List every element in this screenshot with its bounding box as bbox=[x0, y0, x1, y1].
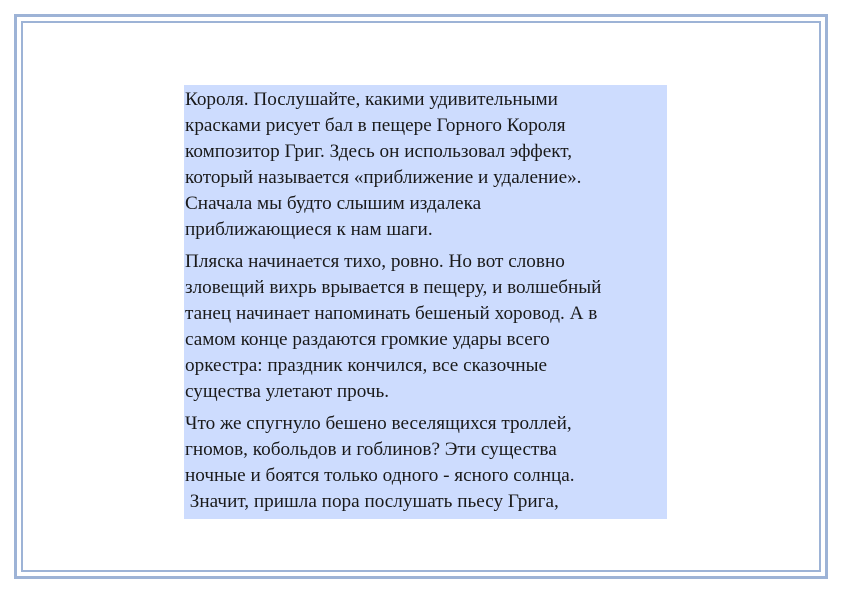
text-line: Пляска начинается тихо, ровно. Но вот словно bbox=[185, 251, 565, 272]
text-block bbox=[184, 85, 667, 519]
text-line: существа улетают прочь. bbox=[185, 381, 390, 402]
text-line: зловещий вихрь врывается в пещеру, и волшебный bbox=[185, 277, 602, 298]
text-line: Сначала мы будто слышим издалека bbox=[185, 193, 482, 214]
paragraph-2 bbox=[185, 249, 667, 405]
text-line: танец начинает напоминать бешеный хоровод. А в bbox=[185, 303, 598, 324]
text-line: красками рисует бал в пещере Горного Короля bbox=[185, 115, 566, 136]
text-line: приближающиеся к нам шаги. bbox=[185, 219, 433, 240]
text-line: оркестра: праздник кончился, все сказочные bbox=[185, 355, 548, 376]
text-line: который называется «приближение и удаление». bbox=[185, 167, 582, 188]
text-line: ночные и боятся только одного - ясного солнца. bbox=[185, 465, 575, 486]
text-line: Что же спугнуло бешено веселящихся троллей, bbox=[185, 413, 572, 434]
text-line: Значит, пришла пора послушать пьесу Грига, bbox=[185, 491, 559, 512]
paragraph-1 bbox=[185, 87, 667, 243]
text-line: гномов, кобольдов и гоблинов? Эти существа bbox=[185, 439, 557, 460]
paragraph-3 bbox=[185, 411, 667, 515]
text-line: композитор Григ. Здесь он использовал эффект, bbox=[185, 141, 573, 162]
text-line: самом конце раздаются громкие удары всего bbox=[185, 329, 550, 350]
text-line: Короля. Послушайте, какими удивительными bbox=[185, 89, 558, 110]
